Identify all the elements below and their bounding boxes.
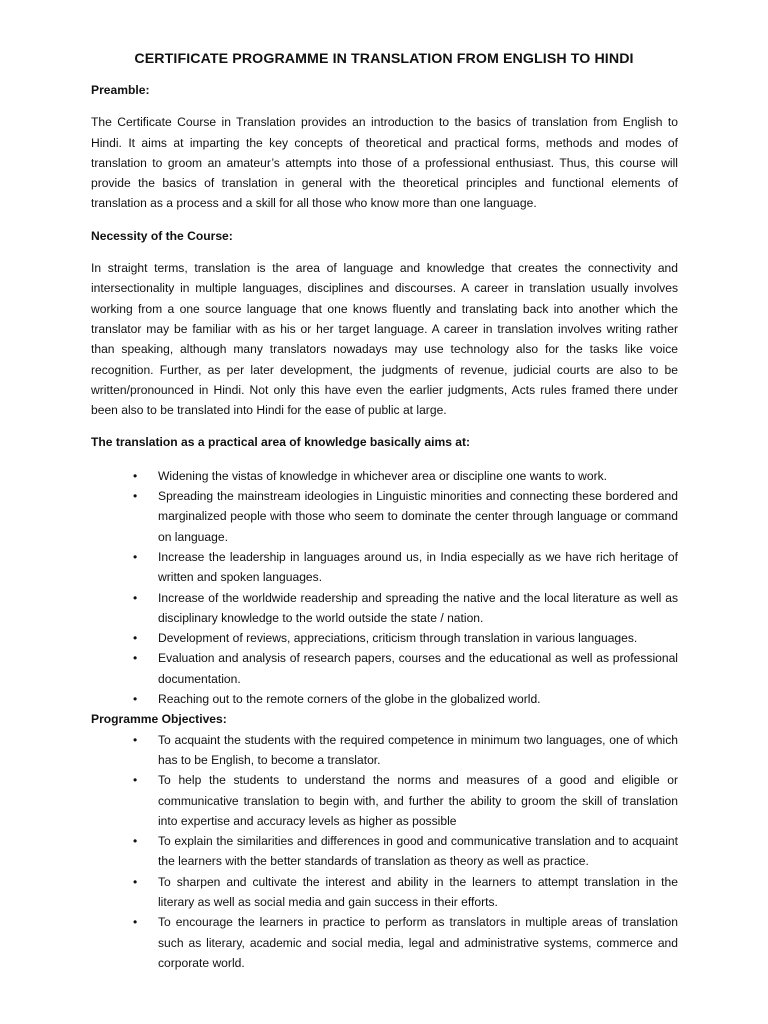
necessity-paragraph: In straight terms, translation is the area of language and knowledge that creates the connectivity and intersectionality in multiple languages, disciplines and discourses. A career in translation usually involves working from a one source language that one knows fluently and translating back into another which the translator may be familiar with as his or her target language. A career in translation involves writing rather than speaking, although many translators nowadays may use technology also for the tasks like voice recognition. Further, as per later development, the judgments of revenue, judicial courts are also to be written/pronounced in Hindi. Not only this have even the earlier judgments, Acts rules framed there under been also to be translated into Hindi for the ease of public at large. bbox=[91, 261, 678, 418]
list-item bbox=[91, 466, 678, 486]
list-item bbox=[91, 872, 678, 913]
list-item-text: Development of reviews, appreciations, criticism through translation in various languages. bbox=[158, 631, 638, 646]
list-item bbox=[91, 831, 678, 872]
bullet-icon: • bbox=[133, 834, 138, 849]
list-item-text: To acquaint the students with the required competence in minimum two languages, one of which has to be English, to become a translator. bbox=[158, 732, 678, 767]
list-item bbox=[91, 648, 678, 689]
bullet-icon: • bbox=[133, 549, 138, 564]
bullet-icon: • bbox=[133, 468, 138, 483]
objectives-heading: Programme Objectives: bbox=[91, 712, 227, 727]
bullet-icon: • bbox=[133, 489, 138, 504]
document-body bbox=[91, 80, 678, 973]
list-item bbox=[91, 689, 678, 709]
list-item-text: Reaching out to the remote corners of the globe in the globalized world. bbox=[158, 692, 541, 707]
objectives-list bbox=[91, 730, 678, 974]
necessity-heading: Necessity of the Course: bbox=[91, 228, 233, 243]
list-item bbox=[91, 588, 678, 629]
list-item-text: To help the students to understand the norms and measures of a good and eligible or communicative translation to begin with, and further the ability to groom the skill of translation into expertise and accuracy levels as higher as possible bbox=[158, 773, 678, 828]
bullet-icon: • bbox=[133, 732, 138, 747]
preamble-heading: Preamble: bbox=[91, 83, 150, 97]
bullet-icon: • bbox=[133, 874, 138, 889]
list-item-text: Evaluation and analysis of research papers, courses and the educational as well as professional documentation. bbox=[158, 651, 678, 686]
bullet-icon: • bbox=[133, 915, 138, 930]
list-item bbox=[91, 912, 678, 973]
list-item-text: To explain the similarities and differences in good and communicative translation and to acquaint the learners with the better standards of translation as theory as well as practice. bbox=[158, 834, 678, 869]
list-item bbox=[91, 730, 678, 771]
bullet-icon: • bbox=[133, 631, 138, 646]
bullet-icon: • bbox=[133, 590, 138, 605]
list-item-text: Spreading the mainstream ideologies in Linguistic minorities and connecting these bordered and marginalized people with those who seem to dominate the center through language or command on language. bbox=[158, 489, 678, 544]
list-item-text: Increase the leadership in languages around us, in India especially as we have rich heritage of written and spoken languages. bbox=[158, 549, 678, 585]
list-item bbox=[91, 770, 678, 831]
aims-heading: The translation as a practical area of knowledge basically aims at: bbox=[91, 435, 471, 450]
list-item-text: Widening the vistas of knowledge in whichever area or discipline one wants to work. bbox=[158, 468, 608, 483]
aims-list bbox=[91, 466, 678, 710]
list-item bbox=[91, 628, 678, 648]
preamble-paragraph: The Certificate Course in Translation provides an introduction to the basics of translation from English to Hindi. It aims at imparting the key concepts of theoretical and practical forms, methods and modes of translation to groom an amateur’s attempts into those of a professional enthusiast. Thus, this course will provide the basics of translation in general with the theoretical principles and functional elements of translation as a process and a skill for all those who know more than one language. bbox=[91, 115, 678, 211]
bullet-icon: • bbox=[133, 651, 138, 666]
list-item-text: Increase of the worldwide readership and spreading the native and the local literature as well as disciplinary knowledge to the world outside the state / nation. bbox=[158, 590, 678, 625]
document-title: CERTIFICATE PROGRAMME IN TRANSLATION FROM ENGLISH TO HINDI bbox=[134, 51, 634, 67]
bullet-icon: • bbox=[133, 773, 138, 788]
list-item bbox=[91, 547, 678, 588]
list-item bbox=[91, 486, 678, 547]
list-item-text: To encourage the learners in practice to perform as translators in multiple areas of translation such as literary, academic and social media, legal and administrative systems, commerce and corporate world. bbox=[158, 915, 678, 970]
list-item-text: To sharpen and cultivate the interest and ability in the learners to attempt translation in the literary as well as social media and gain success in their efforts. bbox=[158, 874, 678, 909]
bullet-icon: • bbox=[133, 692, 138, 707]
